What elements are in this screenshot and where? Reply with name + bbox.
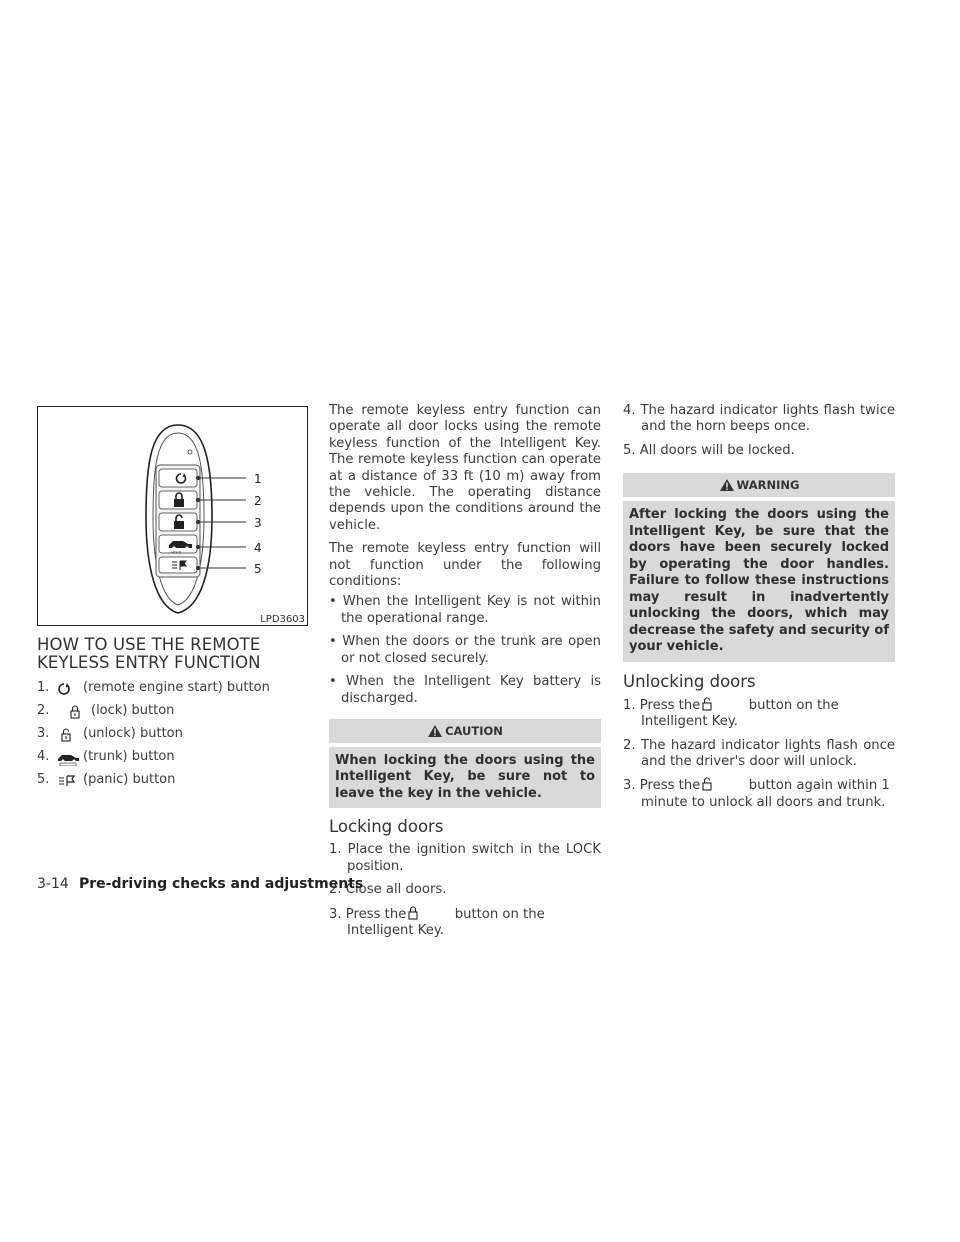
legend-label: (unlock) button [83, 726, 183, 742]
unlocking-step [623, 777, 895, 811]
unlocking-doors-heading: Unlocking doors [623, 671, 756, 691]
callout-2: 2 [254, 494, 262, 508]
remote-start-icon [57, 681, 83, 697]
locking-step [329, 906, 601, 940]
fob-hold-label: HOLD [171, 550, 182, 555]
callout-4: 4 [254, 541, 262, 555]
caution-box [329, 719, 601, 809]
caution-title: CAUTION [445, 723, 503, 738]
legend-label: (remote engine start) button [83, 680, 270, 696]
legend-item [37, 677, 309, 700]
legend-label: (panic) button [83, 772, 176, 788]
warning-text: After locking the doors using the Intelligent Key, be sure that the doors have been securely locked by operating the door handles. Failure to follow these instructions may result in inadvertently unlocking the doors, which may decrease the safety and security of your vehicle. [623, 501, 895, 662]
intro-paragraph: The remote keyless entry function can operate all door locks using the remote keyless function of the Intelligent Key. The remote keyless function can operate at a distance of 33 ft (10 m) away from the vehicle. The operating distance depends upon the conditions around the vehicle. [329, 403, 601, 533]
section-title-line1: HOW TO USE THE REMOTE [37, 635, 261, 654]
legend-label: (lock) button [91, 703, 175, 719]
caution-header [329, 719, 601, 743]
legend-item [37, 700, 309, 723]
warning-title: WARNING [736, 478, 800, 493]
locking-step: 2. Close all doors. [329, 882, 447, 898]
key-fob-illustration [38, 407, 307, 625]
locking-step: 1. Place the ignition switch in the LOCK position. [329, 842, 601, 874]
lock-icon [411, 906, 451, 920]
legend-number: 5. [37, 772, 50, 788]
unlock-step1-suffix: button on the Intelligent Key. [641, 697, 839, 730]
conditions-paragraph: The remote keyless entry function will not function under the following conditions: [329, 541, 601, 590]
locking-doors-heading: Locking doors [329, 817, 444, 837]
unlock-step3-suffix: button again within 1 minute to unlock all doors and trunk. [641, 778, 890, 810]
panic-icon [57, 773, 83, 789]
legend-number: 3. [37, 726, 50, 742]
chapter-title: Pre-driving checks and adjustments [79, 876, 364, 892]
legend-item [37, 723, 309, 746]
legend-label: (trunk) button [83, 749, 175, 765]
figure-code: LPD3603 [260, 614, 305, 625]
condition-bullet: • When the Intelligent Key is not within the operational range. [329, 594, 601, 626]
locking-step: 5. All doors will be locked. [623, 442, 795, 458]
locking-step3-prefix: 3. Press the [329, 906, 407, 922]
key-fob-figure [37, 406, 308, 626]
legend-number: 2. [37, 703, 50, 719]
unlock-step1-prefix: 1. Press the [623, 697, 701, 713]
section-title [37, 636, 309, 672]
locking-step3-suffix: button on the Intelligent Key. [347, 906, 545, 939]
button-legend [37, 677, 309, 792]
section-title-line2: KEYLESS ENTRY FUNCTION [37, 653, 261, 672]
caution-icon [427, 724, 443, 738]
unlock-icon [705, 777, 745, 791]
warning-icon [719, 478, 735, 492]
trunk-icon [57, 750, 83, 766]
legend-item [37, 746, 309, 769]
unlocking-step: 2. The hazard indicator lights flash once and the driver's door will unlock. [623, 737, 895, 769]
lock-icon [57, 704, 91, 720]
warning-header [623, 473, 895, 497]
unlock-step3-prefix: 3. Press the [623, 778, 701, 794]
callout-3: 3 [254, 516, 262, 530]
right-column [623, 403, 895, 818]
warning-box [623, 473, 895, 662]
locking-step: 4. The hazard indicator lights flash twice and the horn beeps once. [623, 403, 895, 435]
unlock-icon [705, 697, 745, 711]
unlock-icon [57, 727, 83, 743]
callout-5: 5 [254, 562, 262, 576]
page-number: 3-14 [37, 876, 69, 892]
condition-bullet: • When the Intelligent Key battery is discharged. [329, 674, 601, 706]
left-column [37, 636, 309, 792]
condition-bullet: • When the doors or the trunk are open or not closed securely. [329, 634, 601, 666]
legend-item [37, 769, 309, 792]
middle-column [329, 403, 601, 946]
unlocking-step [623, 697, 895, 731]
caution-text: When locking the doors using the Intelligent Key, be sure not to leave the key in the vehicle. [329, 747, 601, 809]
legend-number: 1. [37, 680, 50, 696]
legend-number: 4. [37, 749, 50, 765]
callout-1: 1 [254, 472, 262, 486]
